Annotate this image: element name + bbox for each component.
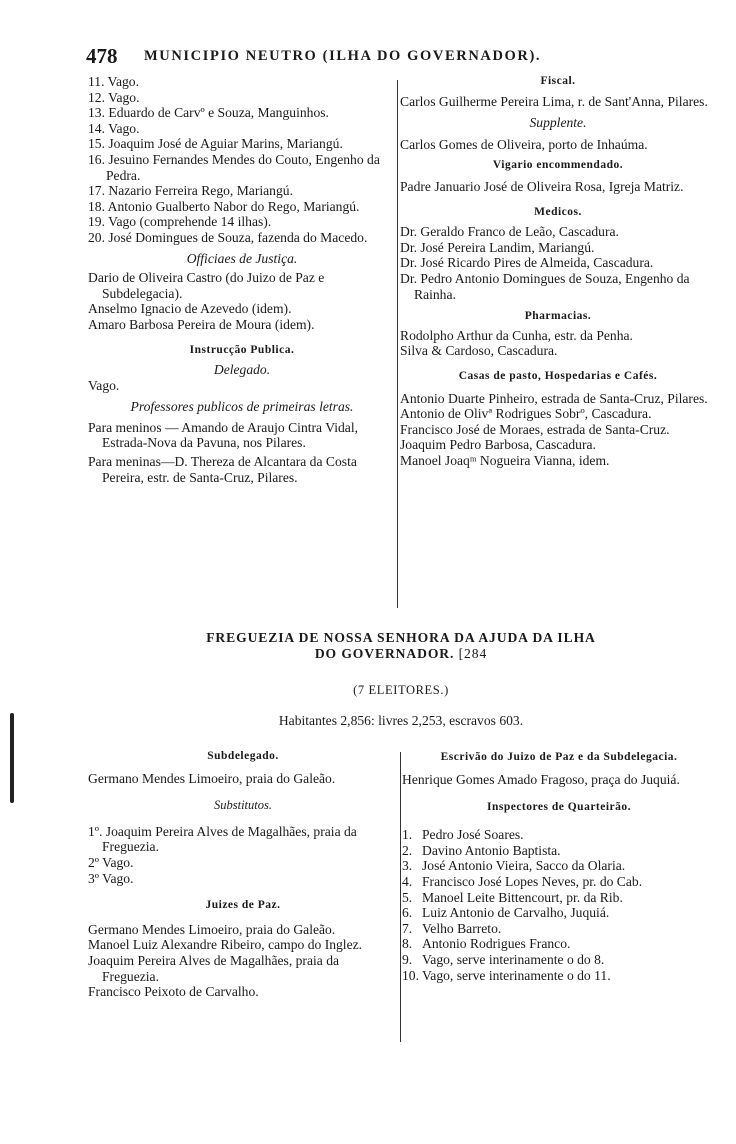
section-title-reference: [284 [458, 646, 488, 661]
item-number: 7. [402, 920, 413, 936]
item-number: 4. [402, 873, 413, 889]
section-heading-escrivao: Escrivão do Juizo de Paz e da Subdelegacia. [440, 751, 678, 763]
inhabitants-line: Habitantes 2,856: livres 2,253, escravos 603. [278, 713, 524, 728]
fiscal-value: Carlos Guilherme Pereira Lima, r. de Sant'Anna, Pilares. [400, 93, 708, 109]
page-number: 478 [86, 44, 118, 68]
section-heading-juizes: Juizes de Paz. [205, 899, 281, 912]
supplente-value: Carlos Gomes de Oliveira, porto de Inhaúma. [400, 136, 648, 152]
list-item: Dario de Oliveira Castro (do Juizo de Paz e Subdelegacia). [88, 270, 325, 301]
list-item: Germano Mendes Limoeiro, praia do Galeão. [88, 921, 336, 937]
item-text: Davino Antonio Baptista. [422, 842, 561, 858]
item-text: Francisco José Lopes Neves, pr. do Cab. [422, 873, 643, 889]
list-item: 2º Vago. [88, 854, 134, 870]
list-item: Rodolpho Arthur da Cunha, estr. da Penha. [400, 327, 633, 343]
list-item [402, 843, 716, 859]
list-item: Para meninos — Amando de Araujo Cintra Vidal, Estrada-Nova da Pavuna, nos Pilares. [88, 419, 359, 451]
list-item [402, 921, 716, 937]
column-divider [400, 752, 401, 1042]
list-item: Amaro Barbosa Pereira de Moura (idem). [88, 316, 315, 332]
item-number: 9. [402, 951, 413, 967]
item-text: Manoel Leite Bittencourt, pr. da Rib. [422, 889, 623, 905]
list-item: 12. Vago. [88, 89, 140, 105]
bottom-left-column [88, 749, 398, 1000]
list-item: Dr. José Pereira Landim, Mariangú. [400, 239, 595, 255]
item-text: Luiz Antonio de Carvalho, Juquiá. [422, 905, 610, 921]
section-heading-subdelegado: Subdelegado. [207, 750, 279, 762]
bottom-right-column [402, 749, 716, 983]
top-right-column [400, 74, 716, 468]
list-item: Joaquim Pedro Barbosa, Cascadura. [400, 437, 596, 453]
section-heading-delegate: Delegado. [213, 362, 271, 378]
section-heading-officials: Officiaes de Justiça. [186, 250, 298, 266]
page-title: MUNICIPIO NEUTRO (ILHA DO GOVERNADOR). [144, 48, 542, 64]
item-text: Velho Barreto. [422, 920, 502, 936]
list-item: 17. Nazario Ferreira Rego, Mariangú. [88, 183, 293, 199]
section-heading-teachers: Professores publicos de primeiras letras. [130, 399, 354, 415]
list-item: Francisco José de Moraes, estrada de Santa-Cruz. [400, 421, 670, 437]
section-heading-inspectores: Inspectores de Quarteirão. [486, 800, 632, 813]
list-item: Antonio de Olivª Rodrigues Sobrº, Cascadura. [400, 406, 652, 422]
section-heading-fiscal: Fiscal. [540, 75, 576, 87]
list-item: Joaquim Pereira Alves de Magalhães, praia da Freguezia. [88, 952, 340, 984]
item-text: Pedro José Soares. [422, 827, 524, 843]
list-item: Manoel Joaqᵐ Nogueira Vianna, idem. [400, 452, 610, 468]
list-item: Dr. Geraldo Franco de Leão, Cascadura. [400, 224, 619, 240]
vigario-value: Padre Januario José de Oliveira Rosa, Igreja Matriz. [400, 178, 684, 194]
list-item: Francisco Peixoto de Carvalho. [88, 984, 259, 1000]
list-item [402, 827, 716, 843]
list-item: 3º Vago. [88, 870, 134, 886]
section-heading-supplente: Supplente. [529, 115, 587, 131]
list-item: Manoel Luiz Alexandre Ribeiro, campo do Inglez. [88, 937, 363, 953]
item-number: 5. [402, 889, 413, 905]
list-item: Antonio Duarte Pinheiro, estrada de Santa-Cruz, Pilares. [400, 390, 708, 406]
section-title [86, 630, 716, 662]
item-number: 1. [402, 827, 413, 843]
list-item: 19. Vago (comprehende 14 ilhas). [88, 214, 272, 230]
electors-count: (7 ELEITORES.) [353, 683, 449, 697]
section-heading-vigario: Vigario encommendado. [492, 159, 624, 172]
item-number: 8. [402, 936, 413, 952]
section-heading-casas: Casas de pasto, Hospedarias e Cafés. [458, 369, 658, 382]
section-title-line2-text: DO GOVERNADOR. [314, 646, 455, 661]
list-item: 11. Vago. [88, 74, 139, 89]
item-number: 3. [402, 858, 413, 874]
list-item: Silva & Cardoso, Cascadura. [400, 343, 558, 359]
list-item [402, 874, 716, 890]
item-number: 6. [402, 905, 413, 921]
item-text: José Antonio Vieira, Sacco da Olaria. [422, 858, 626, 874]
section-heading-substitutos: Substitutos. [214, 798, 272, 813]
subdelegado-value: Germano Mendes Limoeiro, praia do Galeão. [88, 770, 336, 786]
list-item: Dr. José Ricardo Pires de Almeida, Cascadura. [400, 255, 654, 271]
section-title-line1: FREGUEZIA DE NOSSA SENHORA DA AJUDA DA ILHA [206, 630, 596, 645]
list-item: Dr. Pedro Antonio Domingues de Souza, Engenho da Rainha. [400, 270, 690, 302]
list-item: 13. Eduardo de Carvº e Souza, Manguinhos. [88, 105, 329, 121]
section-heading-pharmacias: Pharmacias. [524, 310, 592, 323]
list-item: 18. Antonio Gualberto Nabor do Rego, Mariangú. [88, 198, 360, 214]
list-item: 16. Jesuino Fernandes Mendes do Couto, Engenho da Pedra. [88, 151, 380, 183]
list-item [402, 905, 716, 921]
top-left-column [88, 74, 396, 485]
list-item [402, 890, 716, 906]
list-item: 20. José Domingues de Souza, fazenda do Macedo. [88, 229, 368, 245]
list-item [402, 952, 716, 968]
item-number: 10. [402, 967, 419, 983]
delegate-value: Vago. [88, 377, 120, 393]
column-divider [397, 80, 398, 608]
page-header [86, 44, 716, 68]
escrivao-value: Henrique Gomes Amado Fragoso, praça do Juquiá. [402, 772, 680, 787]
item-text: Antonio Rodrigues Franco. [422, 936, 571, 952]
section-heading-medicos: Medicos. [534, 205, 582, 218]
item-number: 2. [402, 842, 413, 858]
list-item [402, 968, 716, 984]
section-heading-instruction: Instrucção Publica. [189, 343, 295, 356]
section-title-line2 [86, 646, 716, 662]
list-item: Para meninas—D. Thereza de Alcantara da Costa Pereira, estr. de Santa-Cruz, Pilares. [88, 454, 357, 485]
list-item: 15. Joaquim José de Aguiar Marins, Mariangú. [88, 136, 343, 152]
list-item: 1º. Joaquim Pereira Alves de Magalhães, praia da Freguezia. [88, 823, 357, 855]
list-item: 14. Vago. [88, 120, 140, 136]
list-item [402, 858, 716, 874]
margin-mark [10, 713, 14, 803]
list-item [402, 936, 716, 952]
list-item: Anselmo Ignacio de Azevedo (idem). [88, 301, 292, 317]
item-text: Vago, serve interinamente o do 11. [422, 967, 611, 983]
item-text: Vago, serve interinamente o do 8. [422, 951, 605, 967]
